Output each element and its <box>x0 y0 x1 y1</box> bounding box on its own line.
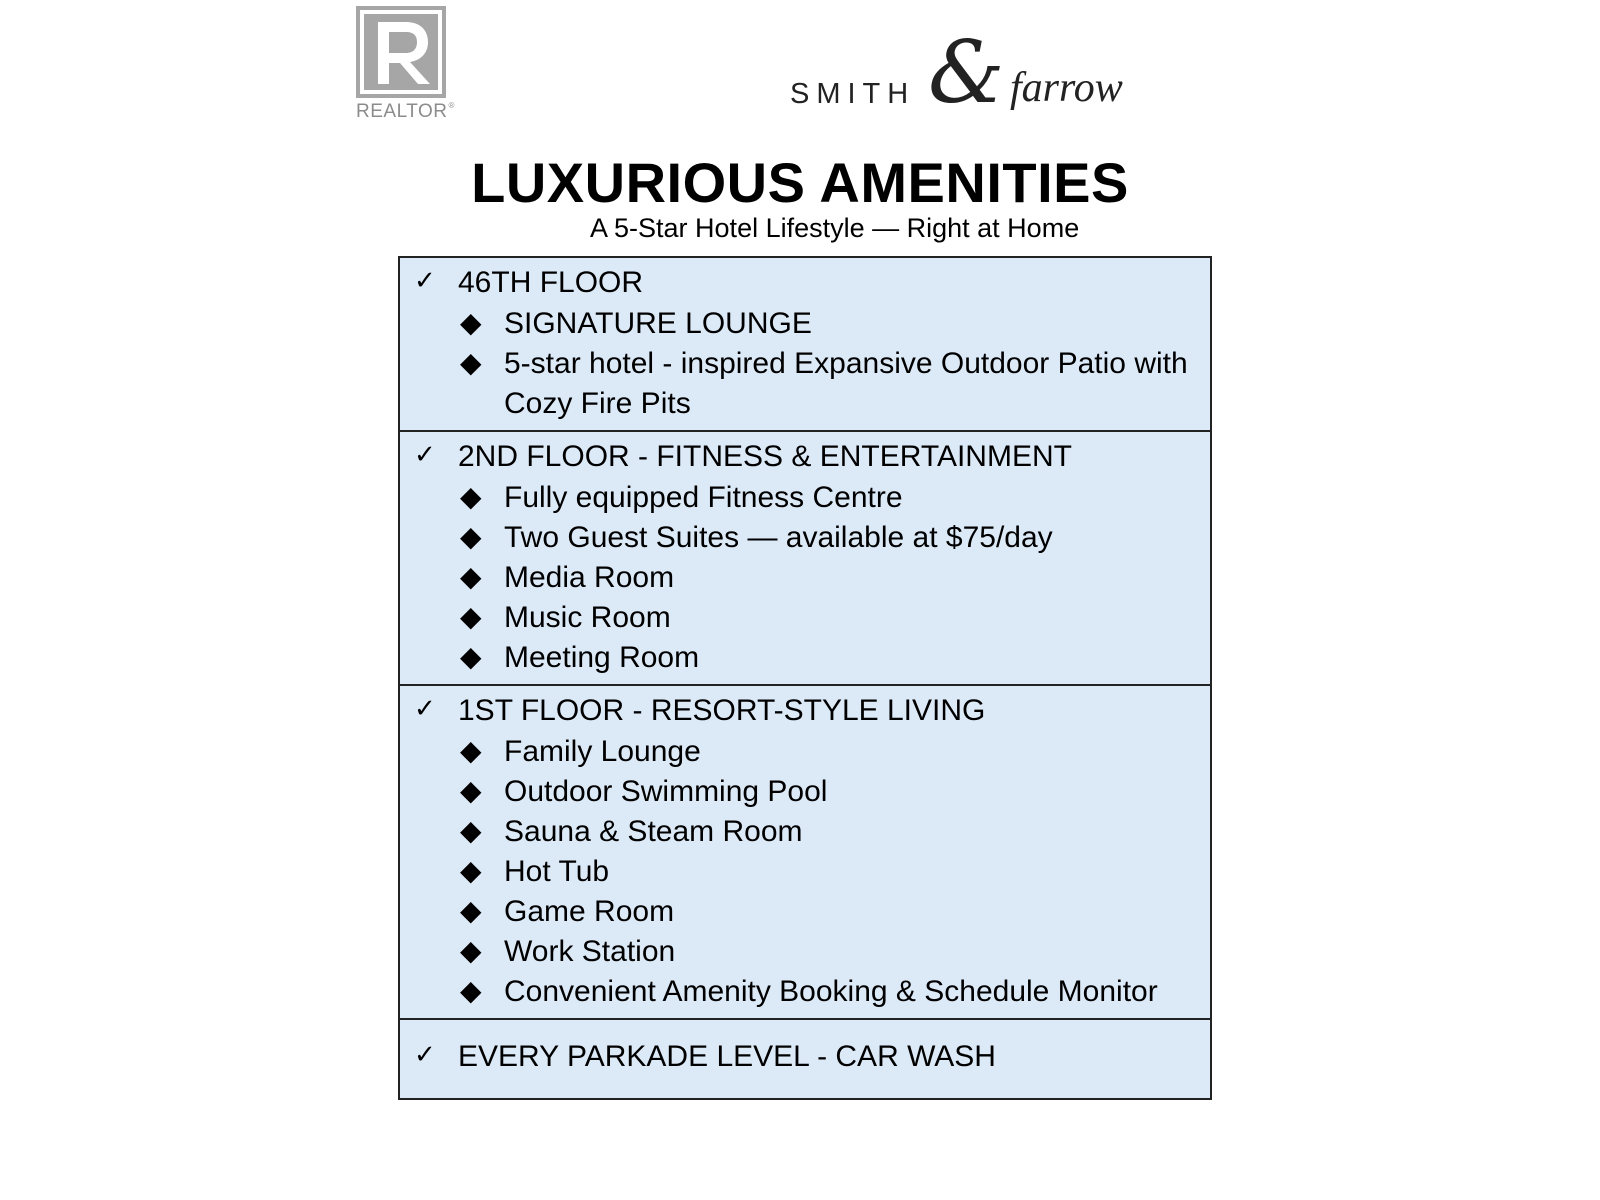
amenity-item <box>400 732 1210 772</box>
amenity-item-text: Meeting Room <box>504 641 700 674</box>
section-title: 46TH FLOOR <box>458 266 644 299</box>
amenity-item <box>400 932 1210 972</box>
amenity-item <box>400 598 1210 638</box>
diamond-bullet-icon: ◆ <box>460 734 482 767</box>
amenity-item-text: Hot Tub <box>504 855 610 888</box>
amenity-item-text: Family Lounge <box>504 735 701 768</box>
amenity-item-text: SIGNATURE LOUNGE <box>504 307 812 340</box>
smith-farrow-logo <box>790 23 1150 123</box>
amenity-item <box>400 638 1210 678</box>
amenity-item-text: Outdoor Swimming Pool <box>504 775 828 808</box>
amenity-item-text: Fully equipped Fitness Centre <box>504 481 903 514</box>
amenity-item-text: Music Room <box>504 601 671 634</box>
brand-smith: SMITH <box>790 78 916 110</box>
diamond-bullet-icon: ◆ <box>460 480 482 513</box>
diamond-bullet-icon: ◆ <box>460 520 482 553</box>
amenity-section <box>400 1018 1210 1098</box>
section-title: 1ST FLOOR - RESORT-STYLE LIVING <box>458 694 986 727</box>
amenity-item-text: Game Room <box>504 895 675 928</box>
diamond-bullet-icon: ◆ <box>460 640 482 673</box>
section-title: 2ND FLOOR - FITNESS & ENTERTAINMENT <box>458 440 1072 473</box>
amenity-item-text: Media Room <box>504 561 675 594</box>
realtor-r-icon <box>356 6 446 98</box>
amenity-item <box>400 972 1210 1012</box>
amenity-item <box>400 892 1210 932</box>
amenity-item-text: 5-star hotel - inspired Expansive Outdoor Patio with Cozy Fire Pits <box>504 347 1188 420</box>
check-icon: ✓ <box>414 1040 436 1070</box>
diamond-bullet-icon: ◆ <box>460 600 482 633</box>
diamond-bullet-icon: ◆ <box>460 306 482 339</box>
diamond-bullet-icon: ◆ <box>460 346 482 379</box>
amenity-item <box>400 478 1210 518</box>
amenity-section <box>400 430 1210 684</box>
amenity-item <box>400 852 1210 892</box>
page-title: LUXURIOUS AMENITIES <box>471 151 1129 214</box>
section-title: EVERY PARKADE LEVEL - CAR WASH <box>458 1040 996 1073</box>
amenity-item <box>400 558 1210 598</box>
amenity-item <box>400 772 1210 812</box>
section-header <box>400 692 1210 732</box>
brand-ampersand: & <box>928 23 1005 123</box>
diamond-bullet-icon: ◆ <box>460 894 482 927</box>
section-header <box>400 438 1210 478</box>
diamond-bullet-icon: ◆ <box>460 774 482 807</box>
amenity-item <box>400 812 1210 852</box>
amenity-section <box>400 258 1210 430</box>
check-icon: ✓ <box>414 266 436 296</box>
diamond-bullet-icon: ◆ <box>460 560 482 593</box>
realtor-wordmark: REALTOR® <box>356 101 455 122</box>
diamond-bullet-icon: ◆ <box>460 974 482 1007</box>
realtor-logo <box>356 6 456 122</box>
amenity-item-text: Convenient Amenity Booking & Schedule Monitor <box>504 975 1158 1008</box>
diamond-bullet-icon: ◆ <box>460 934 482 967</box>
diamond-bullet-icon: ◆ <box>460 854 482 887</box>
amenity-item-text: Work Station <box>504 935 676 968</box>
section-header <box>400 264 1210 304</box>
diamond-bullet-icon: ◆ <box>460 814 482 847</box>
amenity-item <box>400 344 1210 424</box>
amenities-table <box>398 256 1212 1100</box>
amenity-item <box>400 518 1210 558</box>
page-subtitle: A 5-Star Hotel Lifestyle — Right at Home <box>590 213 1080 243</box>
brand-farrow: farrow <box>1010 65 1123 111</box>
check-icon: ✓ <box>414 440 436 470</box>
amenity-section <box>400 684 1210 1018</box>
amenity-item-text: Two Guest Suites — available at $75/day <box>504 521 1053 554</box>
check-icon: ✓ <box>414 694 436 724</box>
section-header <box>400 1038 1210 1078</box>
amenity-item-text: Sauna & Steam Room <box>504 815 803 848</box>
amenity-item <box>400 304 1210 344</box>
